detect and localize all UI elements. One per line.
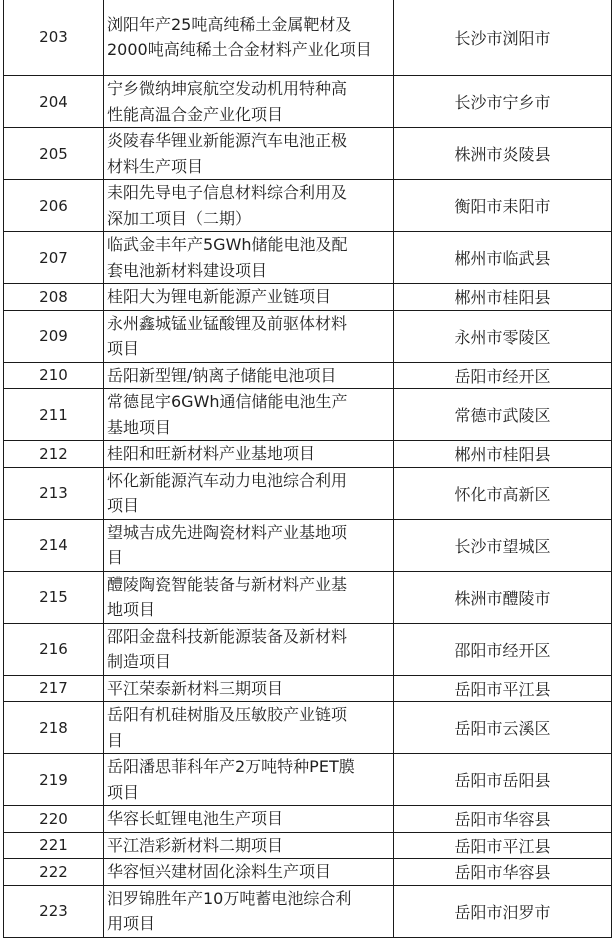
row-number: 215	[4, 571, 104, 623]
table-row	[4, 232, 612, 284]
row-number: 217	[4, 675, 104, 702]
project-location: 长沙市望城区	[394, 519, 612, 571]
project-name: 桂阳大为锂电新能源产业链项目	[104, 284, 394, 311]
table-row	[4, 832, 612, 859]
project-location: 株洲市醴陵市	[394, 571, 612, 623]
project-name: 耒阳先导电子信息材料综合利用及 深加工项目（二期）	[104, 180, 394, 232]
row-number: 208	[4, 284, 104, 311]
table-row	[4, 362, 612, 389]
project-location: 长沙市宁乡市	[394, 76, 612, 128]
row-number: 223	[4, 885, 104, 937]
row-number: 203	[4, 0, 104, 76]
project-location: 岳阳市经开区	[394, 362, 612, 389]
table-row	[4, 76, 612, 128]
table-row	[4, 310, 612, 362]
project-location: 岳阳市平江县	[394, 675, 612, 702]
project-location: 郴州市桂阳县	[394, 441, 612, 468]
table-row	[4, 467, 612, 519]
project-location: 郴州市桂阳县	[394, 284, 612, 311]
row-number: 213	[4, 467, 104, 519]
project-name: 永州鑫城锰业锰酸锂及前驱体材料 项目	[104, 310, 394, 362]
project-name: 常德昆宇6GWh通信储能电池生产 基地项目	[104, 389, 394, 441]
project-location: 常德市武陵区	[394, 389, 612, 441]
table-row	[4, 623, 612, 675]
project-table-body	[4, 0, 612, 937]
project-name: 临武金丰年产5GWh储能电池及配 套电池新材料建设项目	[104, 232, 394, 284]
project-name: 邵阳金盘科技新能源装备及新材料 制造项目	[104, 623, 394, 675]
project-name: 平江浩彩新材料二期项目	[104, 832, 394, 859]
table-row	[4, 0, 612, 76]
row-number: 218	[4, 702, 104, 754]
project-name: 望城吉成先进陶瓷材料产业基地项 目	[104, 519, 394, 571]
project-location: 岳阳市汨罗市	[394, 885, 612, 937]
project-name: 醴陵陶瓷智能装备与新材料产业基 地项目	[104, 571, 394, 623]
project-table	[3, 0, 612, 938]
row-number: 207	[4, 232, 104, 284]
project-name: 宁乡微纳坤宸航空发动机用特种高 性能高温合金产业化项目	[104, 76, 394, 128]
table-row	[4, 675, 612, 702]
row-number: 220	[4, 806, 104, 833]
row-number: 204	[4, 76, 104, 128]
row-number: 219	[4, 754, 104, 806]
project-location: 岳阳市岳阳县	[394, 754, 612, 806]
table-row	[4, 754, 612, 806]
project-location: 怀化市高新区	[394, 467, 612, 519]
table-row	[4, 702, 612, 754]
table-row	[4, 180, 612, 232]
project-name: 岳阳新型锂/钠离子储能电池项目	[104, 362, 394, 389]
table-row	[4, 806, 612, 833]
table-row	[4, 885, 612, 937]
table-row	[4, 284, 612, 311]
project-name: 岳阳有机硅树脂及压敏胶产业链项 目	[104, 702, 394, 754]
project-location: 郴州市临武县	[394, 232, 612, 284]
project-name: 浏阳年产25吨高纯稀土金属靶材及 2000吨高纯稀土合金材料产业化项目	[104, 0, 394, 76]
row-number: 209	[4, 310, 104, 362]
project-location: 岳阳市华容县	[394, 859, 612, 886]
table-row	[4, 519, 612, 571]
project-name: 华容长虹锂电池生产项目	[104, 806, 394, 833]
row-number: 206	[4, 180, 104, 232]
project-name: 汨罗锦胜年产10万吨蓄电池综合利 用项目	[104, 885, 394, 937]
row-number: 210	[4, 362, 104, 389]
project-name: 平江荣泰新材料三期项目	[104, 675, 394, 702]
row-number: 216	[4, 623, 104, 675]
project-location: 岳阳市华容县	[394, 806, 612, 833]
project-location: 岳阳市平江县	[394, 832, 612, 859]
row-number: 205	[4, 128, 104, 180]
row-number: 214	[4, 519, 104, 571]
row-number: 221	[4, 832, 104, 859]
project-location: 邵阳市经开区	[394, 623, 612, 675]
table-row	[4, 441, 612, 468]
row-number: 212	[4, 441, 104, 468]
project-location: 株洲市炎陵县	[394, 128, 612, 180]
project-name: 华容恒兴建材固化涂料生产项目	[104, 859, 394, 886]
project-name: 怀化新能源汽车动力电池综合利用 项目	[104, 467, 394, 519]
row-number: 222	[4, 859, 104, 886]
table-row	[4, 571, 612, 623]
project-name: 岳阳潘思菲科年产2万吨特种PET膜 项目	[104, 754, 394, 806]
project-location: 永州市零陵区	[394, 310, 612, 362]
table-row	[4, 128, 612, 180]
row-number: 211	[4, 389, 104, 441]
project-location: 长沙市浏阳市	[394, 0, 612, 76]
project-location: 衡阳市耒阳市	[394, 180, 612, 232]
table-row	[4, 859, 612, 886]
project-name: 桂阳和旺新材料产业基地项目	[104, 441, 394, 468]
project-name: 炎陵春华锂业新能源汽车电池正极 材料生产项目	[104, 128, 394, 180]
project-location: 岳阳市云溪区	[394, 702, 612, 754]
table-row	[4, 389, 612, 441]
